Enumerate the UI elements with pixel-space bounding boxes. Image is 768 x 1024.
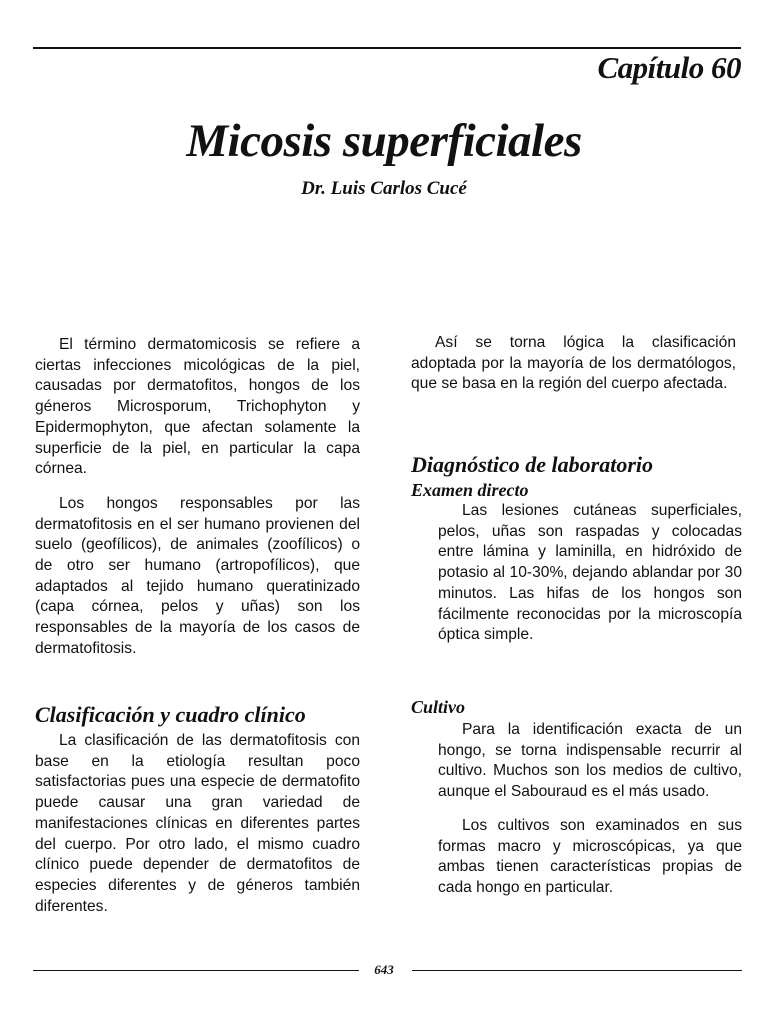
top-rule (33, 47, 741, 49)
right-intro-text (411, 333, 736, 395)
left-section-text (35, 731, 360, 917)
paragraph: Para la identificación exacta de un hongo, se torna indispensable recurrir al cultivo. Muchos son los medios de cultivo, aunque el Sabouraud es el más usado. (438, 721, 742, 801)
paragraph: Los hongos responsables por las dermatofitosis en el ser humano provienen del suelo (geofílicos), de animales (zoofílicos) o de otro ser humano (artropofílicos), que adaptados al tejido humano queratinizado (capa córnea, pelos y uñas) son los responsables de la mayoría de los casos de dermatofitosis. (35, 494, 360, 657)
chapter-title: Micosis superficiales (186, 115, 582, 167)
left-intro-text (35, 335, 360, 660)
paragraph: Los cultivos son examinados en sus formas macro y microscópicas, ya que ambas tienen características propias de cada hongo en particular. (438, 816, 742, 896)
paragraph: El término dermatomicosis se refiere a ciertas infecciones micológicas de la piel, causadas por dermatofitos, hongos de los géneros Microsporum, Trichophyton y Epidermophyton, que afectan solamente la superficie de la piel, en particular la capa córnea. (35, 336, 360, 478)
page-number: 643 (374, 962, 394, 977)
author-name: Dr. Luis Carlos Cucé (301, 178, 467, 199)
right-cultivo-text (438, 720, 742, 899)
paragraph: Así se torna lógica la clasificación adoptada por la mayoría de los dermatólogos, que se basa en la región del cuerpo afectada. (411, 334, 736, 393)
subsection-heading-cultivo: Cultivo (411, 697, 466, 717)
section-heading-clasificacion: Clasificación y cuadro clínico (35, 702, 306, 727)
right-examen-text (438, 501, 742, 646)
paragraph: La clasificación de las dermatofitosis con base en la etiología resultan poco satisfactorias pues una especie de dermatofito puede causar una gran variedad de manifestaciones clínicas en diferentes partes del cuerpo. Por otro lado, el mismo cuadro clínico puede depender de dermatofitos de especies diferentes y de géneros también diferentes. (35, 732, 360, 915)
section-heading-diagnostico: Diagnóstico de laboratorio (411, 452, 654, 477)
paragraph: Las lesiones cutáneas superficiales, pelos, uñas son raspadas y colocadas entre lámina y laminilla, en hidróxido de potasio al 10-30%, dejando ablandar por 30 minutos. Las hifas de los hongos son fácilmente reconocidas por la microscopía óptica simple. (438, 502, 742, 644)
subsection-heading-examen-directo: Examen directo (411, 480, 529, 500)
chapter-label: Capítulo 60 (597, 50, 741, 85)
footer-rule-right (412, 970, 742, 971)
footer-rule-left (33, 970, 359, 971)
